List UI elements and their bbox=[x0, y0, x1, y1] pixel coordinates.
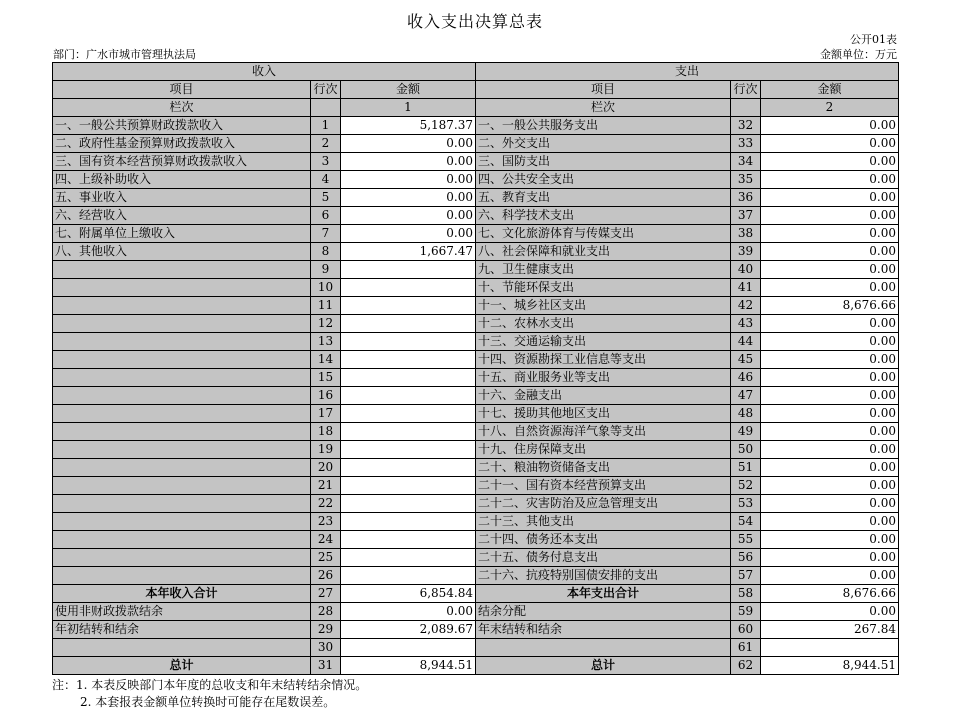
income-line-cell: 18 bbox=[311, 423, 341, 441]
income-line-cell: 19 bbox=[311, 441, 341, 459]
table-row bbox=[53, 279, 899, 297]
expense-column-blank bbox=[731, 99, 761, 117]
income-item-cell: 八、其他收入 bbox=[53, 243, 311, 261]
expense-item-header: 项目 bbox=[476, 81, 731, 99]
expense-amount-cell: 0.00 bbox=[761, 531, 899, 549]
table-row bbox=[53, 603, 899, 621]
income-line-cell: 30 bbox=[311, 639, 341, 657]
income-item-cell: 总计 bbox=[53, 657, 311, 675]
income-line-cell: 15 bbox=[311, 369, 341, 387]
expense-item-cell: 本年支出合计 bbox=[476, 585, 731, 603]
income-item-cell bbox=[53, 279, 311, 297]
income-line-cell: 6 bbox=[311, 207, 341, 225]
expense-item-cell: 三、国防支出 bbox=[476, 153, 731, 171]
income-amount-cell: 1,667.47 bbox=[341, 243, 476, 261]
income-line-cell: 23 bbox=[311, 513, 341, 531]
expense-line-cell: 36 bbox=[731, 189, 761, 207]
expense-amount-cell: 8,944.51 bbox=[761, 657, 899, 675]
income-line-cell: 29 bbox=[311, 621, 341, 639]
income-line-cell: 27 bbox=[311, 585, 341, 603]
expense-line-cell: 54 bbox=[731, 513, 761, 531]
expense-item-cell: 十、节能环保支出 bbox=[476, 279, 731, 297]
income-amount-cell bbox=[341, 549, 476, 567]
income-line-cell: 31 bbox=[311, 657, 341, 675]
income-item-cell bbox=[53, 549, 311, 567]
expense-line-cell: 37 bbox=[731, 207, 761, 225]
income-amount-cell: 6,854.84 bbox=[341, 585, 476, 603]
expense-amount-cell: 0.00 bbox=[761, 495, 899, 513]
expense-amount-cell: 0.00 bbox=[761, 189, 899, 207]
income-line-cell: 9 bbox=[311, 261, 341, 279]
expense-item-cell: 十六、金融支出 bbox=[476, 387, 731, 405]
income-item-cell: 四、上级补助收入 bbox=[53, 171, 311, 189]
table-row bbox=[53, 585, 899, 603]
income-item-cell: 二、政府性基金预算财政拨款收入 bbox=[53, 135, 311, 153]
expense-amount-cell: 8,676.66 bbox=[761, 585, 899, 603]
expense-item-cell: 二十六、抗疫特别国债安排的支出 bbox=[476, 567, 731, 585]
table-row bbox=[53, 333, 899, 351]
expense-item-cell: 四、公共安全支出 bbox=[476, 171, 731, 189]
expense-item-cell: 一、一般公共服务支出 bbox=[476, 117, 731, 135]
expense-line-cell: 60 bbox=[731, 621, 761, 639]
expense-line-cell: 32 bbox=[731, 117, 761, 135]
footnotes bbox=[52, 677, 898, 711]
expense-line-cell: 34 bbox=[731, 153, 761, 171]
expense-amount-cell bbox=[761, 639, 899, 657]
income-amount-cell bbox=[341, 567, 476, 585]
income-line-cell: 11 bbox=[311, 297, 341, 315]
expense-amount-cell: 0.00 bbox=[761, 459, 899, 477]
expense-amount-cell: 0.00 bbox=[761, 549, 899, 567]
income-amount-cell bbox=[341, 333, 476, 351]
expense-line-cell: 57 bbox=[731, 567, 761, 585]
expense-amount-cell: 0.00 bbox=[761, 261, 899, 279]
expense-amount-cell: 0.00 bbox=[761, 567, 899, 585]
income-amount-cell bbox=[341, 531, 476, 549]
expense-line-cell: 39 bbox=[731, 243, 761, 261]
expense-amount-cell: 0.00 bbox=[761, 207, 899, 225]
footnote-2: 2. 本套报表金额单位转换时可能存在尾数误差。 bbox=[80, 695, 336, 709]
income-item-cell: 七、附属单位上缴收入 bbox=[53, 225, 311, 243]
table-row bbox=[53, 225, 899, 243]
expense-line-cell: 38 bbox=[731, 225, 761, 243]
income-line-cell: 4 bbox=[311, 171, 341, 189]
income-item-cell: 年初结转和结余 bbox=[53, 621, 311, 639]
table-row bbox=[53, 531, 899, 549]
income-line-cell: 21 bbox=[311, 477, 341, 495]
income-amount-cell bbox=[341, 405, 476, 423]
income-item-cell bbox=[53, 405, 311, 423]
expense-line-cell: 61 bbox=[731, 639, 761, 657]
expense-item-cell: 十七、援助其他地区支出 bbox=[476, 405, 731, 423]
expense-item-cell: 二、外交支出 bbox=[476, 135, 731, 153]
income-item-cell: 使用非财政拨款结余 bbox=[53, 603, 311, 621]
income-section-header: 收入 bbox=[53, 63, 476, 81]
expense-item-cell: 二十一、国有资本经营预算支出 bbox=[476, 477, 731, 495]
income-item-cell bbox=[53, 495, 311, 513]
income-expense-table bbox=[52, 62, 899, 675]
income-item-cell bbox=[53, 297, 311, 315]
header-row-columns bbox=[53, 81, 899, 99]
expense-item-cell: 十九、住房保障支出 bbox=[476, 441, 731, 459]
income-line-cell: 20 bbox=[311, 459, 341, 477]
expense-line-cell: 33 bbox=[731, 135, 761, 153]
expense-item-cell: 结余分配 bbox=[476, 603, 731, 621]
table-row bbox=[53, 189, 899, 207]
table-row bbox=[53, 459, 899, 477]
income-amount-cell bbox=[341, 513, 476, 531]
table-row bbox=[53, 495, 899, 513]
income-item-cell: 三、国有资本经营预算财政拨款收入 bbox=[53, 153, 311, 171]
expense-amount-cell: 267.84 bbox=[761, 621, 899, 639]
income-line-header: 行次 bbox=[311, 81, 341, 99]
income-item-cell: 本年收入合计 bbox=[53, 585, 311, 603]
page-title: 收入支出决算总表 bbox=[406, 12, 543, 31]
income-amount-cell bbox=[341, 441, 476, 459]
income-item-cell: 五、事业收入 bbox=[53, 189, 311, 207]
expense-amount-cell: 0.00 bbox=[761, 603, 899, 621]
table-row bbox=[53, 567, 899, 585]
income-item-header: 项目 bbox=[53, 81, 311, 99]
expense-amount-cell: 0.00 bbox=[761, 243, 899, 261]
expense-amount-cell: 0.00 bbox=[761, 315, 899, 333]
expense-line-cell: 49 bbox=[731, 423, 761, 441]
expense-item-cell bbox=[476, 639, 731, 657]
income-line-cell: 28 bbox=[311, 603, 341, 621]
table-row bbox=[53, 657, 899, 675]
income-amount-header: 金额 bbox=[341, 81, 476, 99]
income-line-cell: 16 bbox=[311, 387, 341, 405]
expense-amount-cell: 0.00 bbox=[761, 225, 899, 243]
table-row bbox=[53, 477, 899, 495]
expense-line-cell: 46 bbox=[731, 369, 761, 387]
income-amount-cell bbox=[341, 459, 476, 477]
expense-amount-cell: 0.00 bbox=[761, 387, 899, 405]
income-item-cell bbox=[53, 441, 311, 459]
income-amount-cell bbox=[341, 423, 476, 441]
expense-line-cell: 50 bbox=[731, 441, 761, 459]
income-amount-cell bbox=[341, 297, 476, 315]
income-amount-cell: 0.00 bbox=[341, 225, 476, 243]
income-item-cell bbox=[53, 423, 311, 441]
income-item-cell: 六、经营收入 bbox=[53, 207, 311, 225]
expense-item-cell: 十四、资源勘探工业信息等支出 bbox=[476, 351, 731, 369]
table-row bbox=[53, 549, 899, 567]
income-item-cell bbox=[53, 567, 311, 585]
expense-amount-cell: 0.00 bbox=[761, 441, 899, 459]
expense-line-header: 行次 bbox=[731, 81, 761, 99]
footnote-1: 注：1. 本表反映部门本年度的总收支和年末结转结余情况。 bbox=[52, 678, 368, 692]
income-line-cell: 10 bbox=[311, 279, 341, 297]
table-row bbox=[53, 171, 899, 189]
expense-item-cell: 二十二、灾害防治及应急管理支出 bbox=[476, 495, 731, 513]
amount-unit-label: 金额单位：万元 bbox=[820, 48, 897, 61]
expense-line-cell: 52 bbox=[731, 477, 761, 495]
income-item-cell bbox=[53, 387, 311, 405]
table-row bbox=[53, 153, 899, 171]
table-body bbox=[53, 117, 899, 675]
expense-line-cell: 41 bbox=[731, 279, 761, 297]
expense-amount-cell: 0.00 bbox=[761, 135, 899, 153]
income-item-cell bbox=[53, 333, 311, 351]
expense-item-cell: 十八、自然资源海洋气象等支出 bbox=[476, 423, 731, 441]
income-amount-cell bbox=[341, 495, 476, 513]
expense-item-cell: 总计 bbox=[476, 657, 731, 675]
report-container bbox=[52, 62, 898, 711]
income-amount-cell: 0.00 bbox=[341, 207, 476, 225]
expense-line-cell: 58 bbox=[731, 585, 761, 603]
income-amount-cell: 0.00 bbox=[341, 189, 476, 207]
income-column-label: 栏次 bbox=[53, 99, 311, 117]
table-row bbox=[53, 207, 899, 225]
table-row bbox=[53, 405, 899, 423]
expense-line-cell: 55 bbox=[731, 531, 761, 549]
expense-item-cell: 九、卫生健康支出 bbox=[476, 261, 731, 279]
expense-line-cell: 40 bbox=[731, 261, 761, 279]
income-item-cell bbox=[53, 315, 311, 333]
table-row bbox=[53, 639, 899, 657]
expense-line-cell: 59 bbox=[731, 603, 761, 621]
header-row-column-numbers bbox=[53, 99, 899, 117]
income-line-cell: 24 bbox=[311, 531, 341, 549]
income-amount-cell bbox=[341, 315, 476, 333]
income-item-cell bbox=[53, 639, 311, 657]
expense-line-cell: 47 bbox=[731, 387, 761, 405]
table-row bbox=[53, 387, 899, 405]
expense-item-cell: 二十四、债务还本支出 bbox=[476, 531, 731, 549]
expense-item-cell: 二十、粮油物资储备支出 bbox=[476, 459, 731, 477]
table-row bbox=[53, 315, 899, 333]
expense-item-cell: 二十三、其他支出 bbox=[476, 513, 731, 531]
income-amount-cell bbox=[341, 369, 476, 387]
header-row-sections bbox=[53, 63, 899, 81]
expense-item-cell: 年末结转和结余 bbox=[476, 621, 731, 639]
income-line-cell: 3 bbox=[311, 153, 341, 171]
expense-amount-cell: 0.00 bbox=[761, 117, 899, 135]
table-row bbox=[53, 369, 899, 387]
income-item-cell: 一、一般公共预算财政拨款收入 bbox=[53, 117, 311, 135]
table-row bbox=[53, 261, 899, 279]
expense-amount-header: 金额 bbox=[761, 81, 899, 99]
table-row bbox=[53, 513, 899, 531]
expense-line-cell: 45 bbox=[731, 351, 761, 369]
table-row bbox=[53, 441, 899, 459]
income-line-cell: 13 bbox=[311, 333, 341, 351]
table-row bbox=[53, 135, 899, 153]
expense-line-cell: 51 bbox=[731, 459, 761, 477]
expense-item-cell: 二十五、债务付息支出 bbox=[476, 549, 731, 567]
income-item-cell bbox=[53, 369, 311, 387]
expense-amount-cell: 0.00 bbox=[761, 279, 899, 297]
expense-amount-cell: 0.00 bbox=[761, 423, 899, 441]
income-line-cell: 17 bbox=[311, 405, 341, 423]
income-amount-cell bbox=[341, 387, 476, 405]
expense-item-cell: 十二、农林水支出 bbox=[476, 315, 731, 333]
income-column-number: 1 bbox=[341, 99, 476, 117]
expense-amount-cell: 8,676.66 bbox=[761, 297, 899, 315]
table-row bbox=[53, 423, 899, 441]
income-amount-cell: 5,187.37 bbox=[341, 117, 476, 135]
table-row bbox=[53, 621, 899, 639]
income-column-blank bbox=[311, 99, 341, 117]
expense-line-cell: 44 bbox=[731, 333, 761, 351]
expense-item-cell: 十三、交通运输支出 bbox=[476, 333, 731, 351]
income-line-cell: 14 bbox=[311, 351, 341, 369]
expense-item-cell: 十五、商业服务业等支出 bbox=[476, 369, 731, 387]
income-amount-cell bbox=[341, 351, 476, 369]
income-line-cell: 7 bbox=[311, 225, 341, 243]
expense-amount-cell: 0.00 bbox=[761, 171, 899, 189]
income-item-cell bbox=[53, 351, 311, 369]
income-item-cell bbox=[53, 531, 311, 549]
income-amount-cell bbox=[341, 279, 476, 297]
expense-amount-cell: 0.00 bbox=[761, 513, 899, 531]
income-amount-cell: 0.00 bbox=[341, 171, 476, 189]
expense-line-cell: 56 bbox=[731, 549, 761, 567]
expense-item-cell: 八、社会保障和就业支出 bbox=[476, 243, 731, 261]
income-item-cell bbox=[53, 459, 311, 477]
expense-item-cell: 五、教育支出 bbox=[476, 189, 731, 207]
table-row bbox=[53, 351, 899, 369]
income-item-cell bbox=[53, 261, 311, 279]
expense-amount-cell: 0.00 bbox=[761, 153, 899, 171]
income-item-cell bbox=[53, 477, 311, 495]
expense-amount-cell: 0.00 bbox=[761, 369, 899, 387]
income-amount-cell bbox=[341, 261, 476, 279]
expense-line-cell: 48 bbox=[731, 405, 761, 423]
expense-column-label: 栏次 bbox=[476, 99, 731, 117]
expense-line-cell: 42 bbox=[731, 297, 761, 315]
income-amount-cell: 2,089.67 bbox=[341, 621, 476, 639]
income-line-cell: 2 bbox=[311, 135, 341, 153]
income-amount-cell: 8,944.51 bbox=[341, 657, 476, 675]
income-line-cell: 22 bbox=[311, 495, 341, 513]
expense-column-number: 2 bbox=[761, 99, 899, 117]
department-label: 部门：广水市城市管理执法局 bbox=[53, 48, 196, 61]
expense-item-cell: 六、科学技术支出 bbox=[476, 207, 731, 225]
income-line-cell: 26 bbox=[311, 567, 341, 585]
expense-amount-cell: 0.00 bbox=[761, 405, 899, 423]
income-line-cell: 5 bbox=[311, 189, 341, 207]
expense-line-cell: 62 bbox=[731, 657, 761, 675]
table-row bbox=[53, 243, 899, 261]
expense-amount-cell: 0.00 bbox=[761, 477, 899, 495]
expense-item-cell: 十一、城乡社区支出 bbox=[476, 297, 731, 315]
income-amount-cell: 0.00 bbox=[341, 603, 476, 621]
table-row bbox=[53, 297, 899, 315]
expense-line-cell: 43 bbox=[731, 315, 761, 333]
income-amount-cell bbox=[341, 639, 476, 657]
expense-section-header: 支出 bbox=[476, 63, 899, 81]
income-line-cell: 8 bbox=[311, 243, 341, 261]
income-line-cell: 25 bbox=[311, 549, 341, 567]
expense-item-cell: 七、文化旅游体育与传媒支出 bbox=[476, 225, 731, 243]
expense-amount-cell: 0.00 bbox=[761, 333, 899, 351]
income-amount-cell: 0.00 bbox=[341, 135, 476, 153]
income-amount-cell bbox=[341, 477, 476, 495]
income-line-cell: 12 bbox=[311, 315, 341, 333]
expense-line-cell: 53 bbox=[731, 495, 761, 513]
income-item-cell bbox=[53, 513, 311, 531]
expense-line-cell: 35 bbox=[731, 171, 761, 189]
expense-amount-cell: 0.00 bbox=[761, 351, 899, 369]
income-line-cell: 1 bbox=[311, 117, 341, 135]
form-number: 公开01表 bbox=[850, 33, 897, 46]
income-amount-cell: 0.00 bbox=[341, 153, 476, 171]
table-row bbox=[53, 117, 899, 135]
